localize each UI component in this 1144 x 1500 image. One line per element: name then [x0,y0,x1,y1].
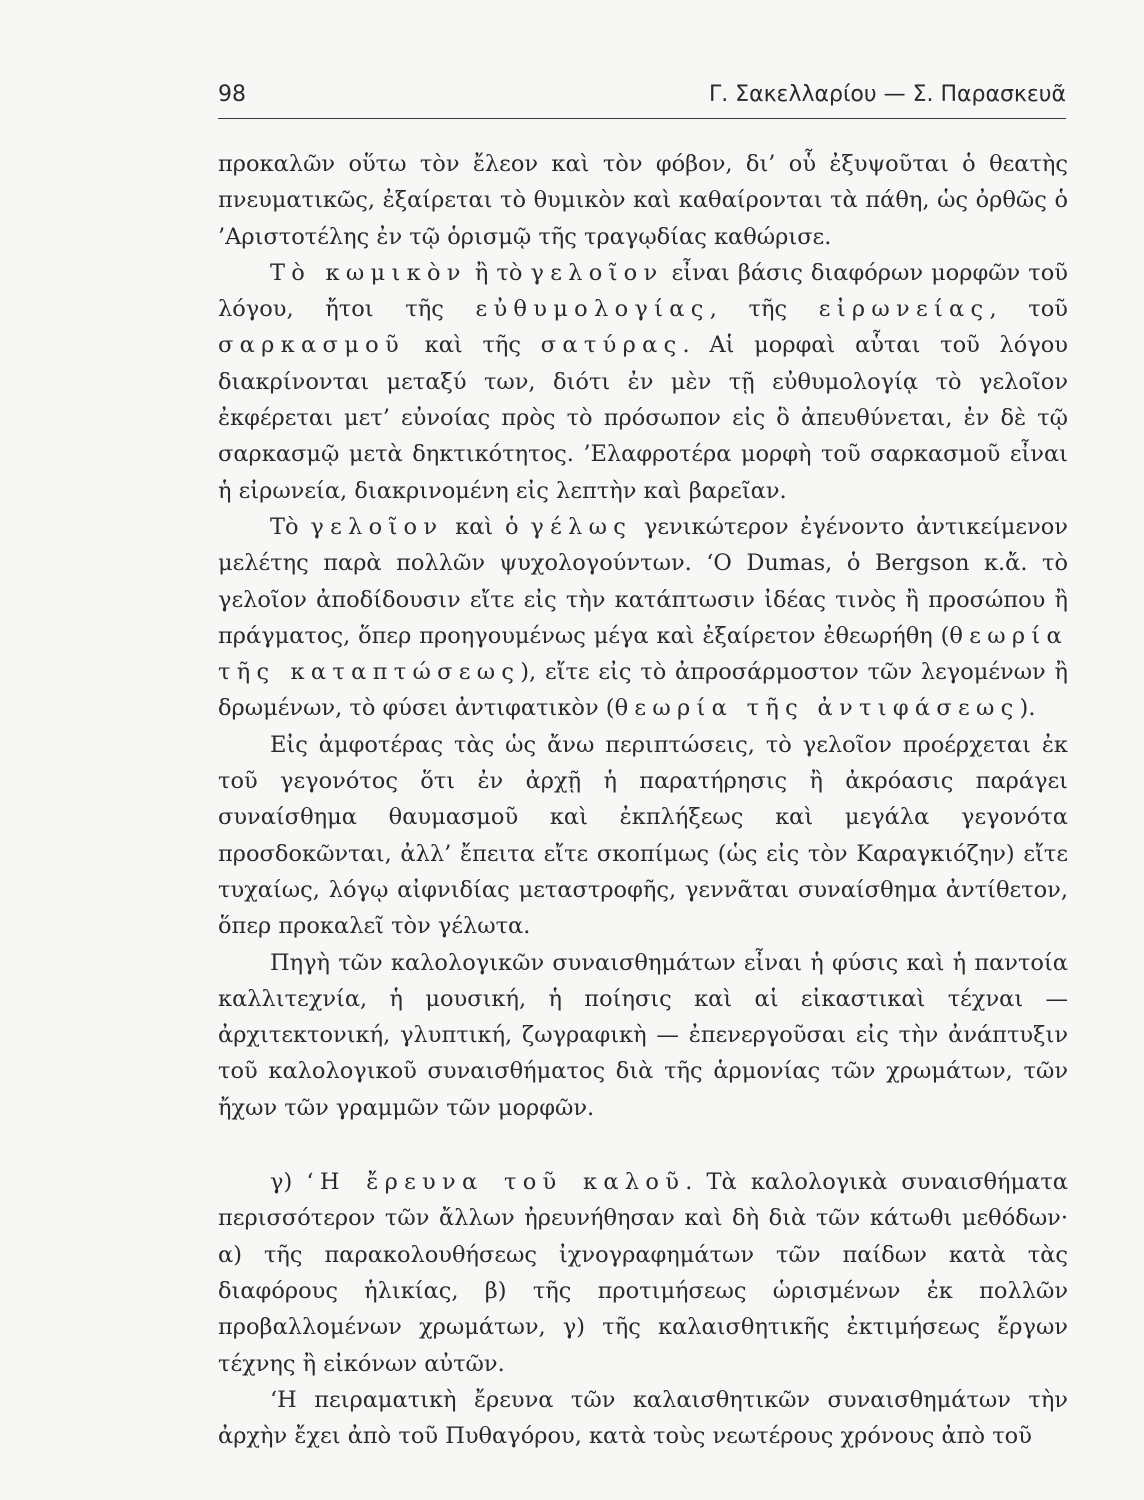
page-header [218,78,1066,119]
text-run: Εἰς ἀμφοτέρας τὰς ὡς ἄνω περιπτώσεις, τὸ γελοῖον προέρχεται ἐκ τοῦ γεγονότος ὅτι ἐν ἀρχῇ ἡ παρατήρησις ἢ ἀκρόασις παράγει συναίσθημα θαυμασμοῦ καὶ ἐκπλήξεως καὶ μεγάλα γεγονότα προσδοκῶνται, ἀλλ’ ἔπειτα εἴτε σκοπίμως (ὡς εἰς τὸν Καραγκιόζην) εἴτε τυχαίως, λόγῳ αἰφνιδίας μεταστροφῆς, γεννᾶται συναίσθημα ἀντίθετον, ὅπερ προκαλεῖ τὸν γέλωτα. [218,731,1068,940]
running-head: Γ. Σακελλαρίου — Σ. Παρασκευᾶ [708,82,1066,107]
text-run: προκαλῶν οὕτω τὸν ἔλεον καὶ τὸν φόβον, δι’ οὗ ἐξυψοῦται ὁ θεατὴς πνευματικῶς, ἐξαίρεται τὸ θυμικὸν καὶ καθαίρονται τὰ πάθη, ὡς ὀρθῶς ὁ ’Αριστοτέλης ἐν τῷ ὁρισμῷ τῆς τραγῳδίας καθώρισε. [218,151,1068,250]
page-number: 98 [218,82,246,107]
text-run: Τὸ [270,513,311,540]
text-run: , τοῦ [989,296,1068,323]
spaced-emphasis: θεωρία τῆς ἀντιφάσεως [614,695,1020,722]
text-run: γ) [270,1169,307,1196]
spaced-emphasis: εἰρωνείας [818,296,990,323]
spaced-emphasis: εὐθυμολογίας [475,296,710,323]
paragraph [218,509,1068,727]
paragraph [218,727,1068,945]
spaced-emphasis: γελοῖον [310,513,444,540]
spaced-emphasis: θεωρία τῆς καταπτώσεως [218,622,1068,686]
text-run: εἶναι βάσις διαφόρων μορφῶν τοῦ λόγου, ἤτοι τῆς [218,259,1068,323]
paragraph [218,945,1068,1126]
paragraph [218,255,1068,509]
paragraph [218,1164,1068,1382]
spaced-emphasis: Τὸ κωμικὸν [270,259,467,286]
text-run: . Αἱ μορφαὶ αὗται τοῦ λόγου διακρίνονται μεταξύ των, διότι ἐν μὲν τῇ εὐθυμολογίᾳ τὸ γελοῖον ἐκφέρεται μετ’ εὐνοίας πρὸς τὸ πρόσωπον εἰς ὃ ἀπευθύνεται, ἐν δὲ τῷ σαρκασμῷ μετὰ δηκτικότητος. ’Ελαφροτέρα μορφὴ τοῦ σαρκασμοῦ εἶναι ἡ εἰρωνεία, διακρινομένη εἰς λεπτὴν καὶ βαρεῖαν. [218,332,1068,504]
text-run: γενικώτερον ἐγένοντο ἀντικείμενον μελέτης παρὰ πολλῶν ψυχολογούντων. ‘Ο Dumas, ὁ Bergson κ.ἄ. τὸ γελοῖον ἀποδίδουσιν εἴτε εἰς τὴν κατάπτωσιν ἰδέας τινὸς ἢ προσώπου ἢ πράγματος, ὅπερ προηγουμένως μέγα καὶ ἐξαίρετον ἐθεωρήθη ( [218,513,1068,649]
spaced-emphasis: γελοῖον [530,259,664,286]
paragraph [218,146,1068,255]
text-run: ἢ τὸ [466,259,531,286]
text-run: ), εἴτε εἰς τὸ ἀπροσάρμοστον τῶν λεγομένων ἢ δρωμένων, τὸ φύσει ἀντιφατικὸν ( [218,659,1068,722]
text-run: Πηγὴ τῶν καλολογικῶν συναισθημάτων εἶναι ἡ φύσις καὶ ἡ παντοία καλλιτεχνία, ἡ μουσική, ἡ ποίησις καὶ αἱ εἰκαστικαὶ τέχναι — ἀρχιτεκτονική, γλυπτική, ζωγραφικὴ — ἐπενεργοῦσαι εἰς τὴν ἀνάπτυξιν τοῦ καλολογικοῦ συναισθήματος διὰ τῆς ἁρμονίας τῶν χρωμάτων, τῶν ἤχων τῶν γραμμῶν τῶν μορφῶν. [218,949,1068,1121]
spaced-emphasis: σατύρας [540,332,683,359]
text-run: καὶ τῆς [404,332,541,359]
text-run: ). [1019,695,1036,722]
text-run: ‘Η πειραματικὴ ἔρευνα τῶν καλαισθητικῶν συναισθημάτων τὴν ἀρχὴν ἔχει ἀπὸ τοῦ Πυθαγόρου, κατὰ τοὺς νεωτέρους χρόνους ἀπὸ τοῦ [218,1386,1068,1450]
text-run: . Τὰ καλολογικὰ συναισθήματα περισσότερον τῶν ἄλλων ἠρευνήθησαν καὶ δὴ διὰ τῶν κάτωθι μεθόδων· α) τῆς παρακολουθήσεως ἰχνογραφημάτων τῶν παίδων κατὰ τὰς διαφόρους ἡλικίας, β) τῆς προτιμήσεως ὡρισμένων ἐκ πολλῶν προβαλλομένων χρωμάτων, γ) τῆς καλαισθητικῆς ἐκτιμήσεως ἔργων τέχνης ἢ εἰκόνων αὐτῶν. [218,1169,1068,1377]
paragraph [218,1382,1068,1455]
text-run: καὶ ὁ [443,513,531,540]
spaced-emphasis: σαρκασμοῦ [218,332,405,359]
spaced-emphasis: ‘Η ἔρευνα τοῦ καλοῦ [306,1169,686,1196]
page-body [218,146,1068,1454]
spaced-emphasis: γέλως [530,513,633,540]
text-run: , τῆς [709,296,819,323]
